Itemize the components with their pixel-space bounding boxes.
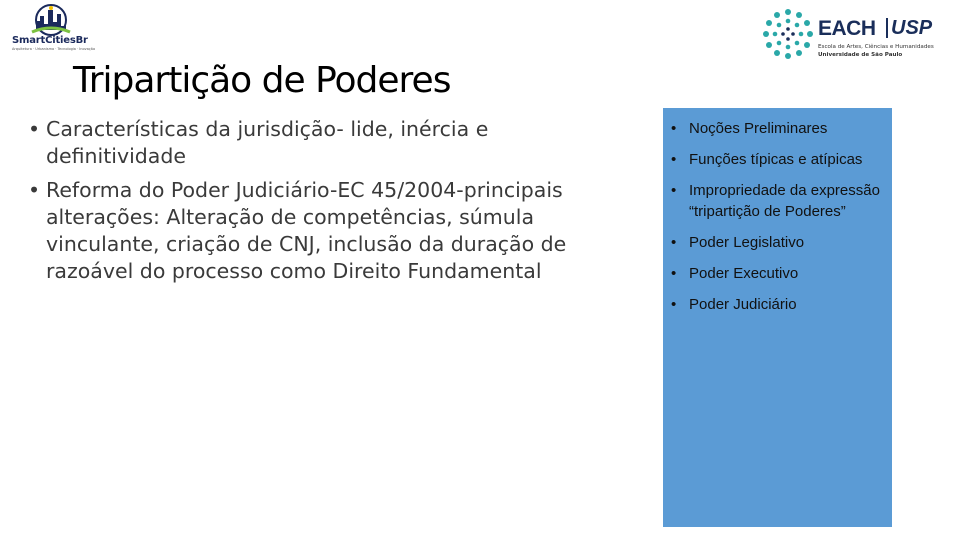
main-bullet-item [28, 177, 618, 285]
each-wordmark: EACH [818, 17, 876, 40]
topic-text: Funções típicas e atípicas [689, 151, 863, 168]
each-school-name: Escola de Artes, Ciências e Humanidades [818, 44, 934, 50]
smartcities-tagline: Arquitetura · Urbanismo · Tecnologia · Inovação [12, 47, 96, 51]
city-skyline-icon [20, 4, 82, 36]
each-university-name: Universidade de São Paulo [818, 52, 903, 58]
topic-item [669, 294, 882, 315]
topics-panel [663, 108, 892, 527]
topics-list [669, 118, 882, 315]
bullet-icon: • [671, 234, 677, 251]
smartcities-logo [10, 4, 96, 52]
bullet-icon: • [28, 117, 41, 141]
main-bullet-text: Reforma do Poder Judiciário-EC 45/2004-principais alterações: Alteração de competências, súmula vinculante, criação de CNJ, inclusão da duração de razoável do processo como Direito Fundamental [46, 178, 567, 283]
topic-text: Impropriedade da expressão “tripartição de Poderes” [689, 182, 880, 220]
topic-item [669, 263, 882, 284]
topic-item [669, 118, 882, 139]
topic-text: Noções Preliminares [689, 120, 828, 137]
bullet-icon: • [671, 120, 677, 137]
bullet-icon: • [671, 151, 677, 168]
bullet-icon: • [671, 265, 677, 282]
bullet-icon: • [28, 178, 41, 202]
topic-text: Poder Legislativo [689, 234, 805, 251]
topic-item [669, 149, 882, 170]
topic-item [669, 232, 882, 253]
slide-title: Tripartição de Poderes [73, 60, 451, 101]
bullet-icon: • [671, 296, 677, 313]
topic-item [669, 180, 882, 222]
bullet-icon: • [671, 182, 677, 199]
main-bullet-item [28, 116, 618, 170]
each-emblem-icon [762, 8, 814, 60]
topic-text: Poder Executivo [689, 265, 799, 282]
each-usp-logo [762, 8, 952, 64]
main-bullet-text: Características da jurisdição- lide, inércia e definitividade [46, 117, 489, 168]
usp-wordmark: USP [886, 18, 932, 38]
smartcities-brand-text: SmartCitiesBr [12, 35, 88, 46]
main-bullet-list [28, 116, 618, 292]
topic-text: Poder Judiciário [689, 296, 797, 313]
